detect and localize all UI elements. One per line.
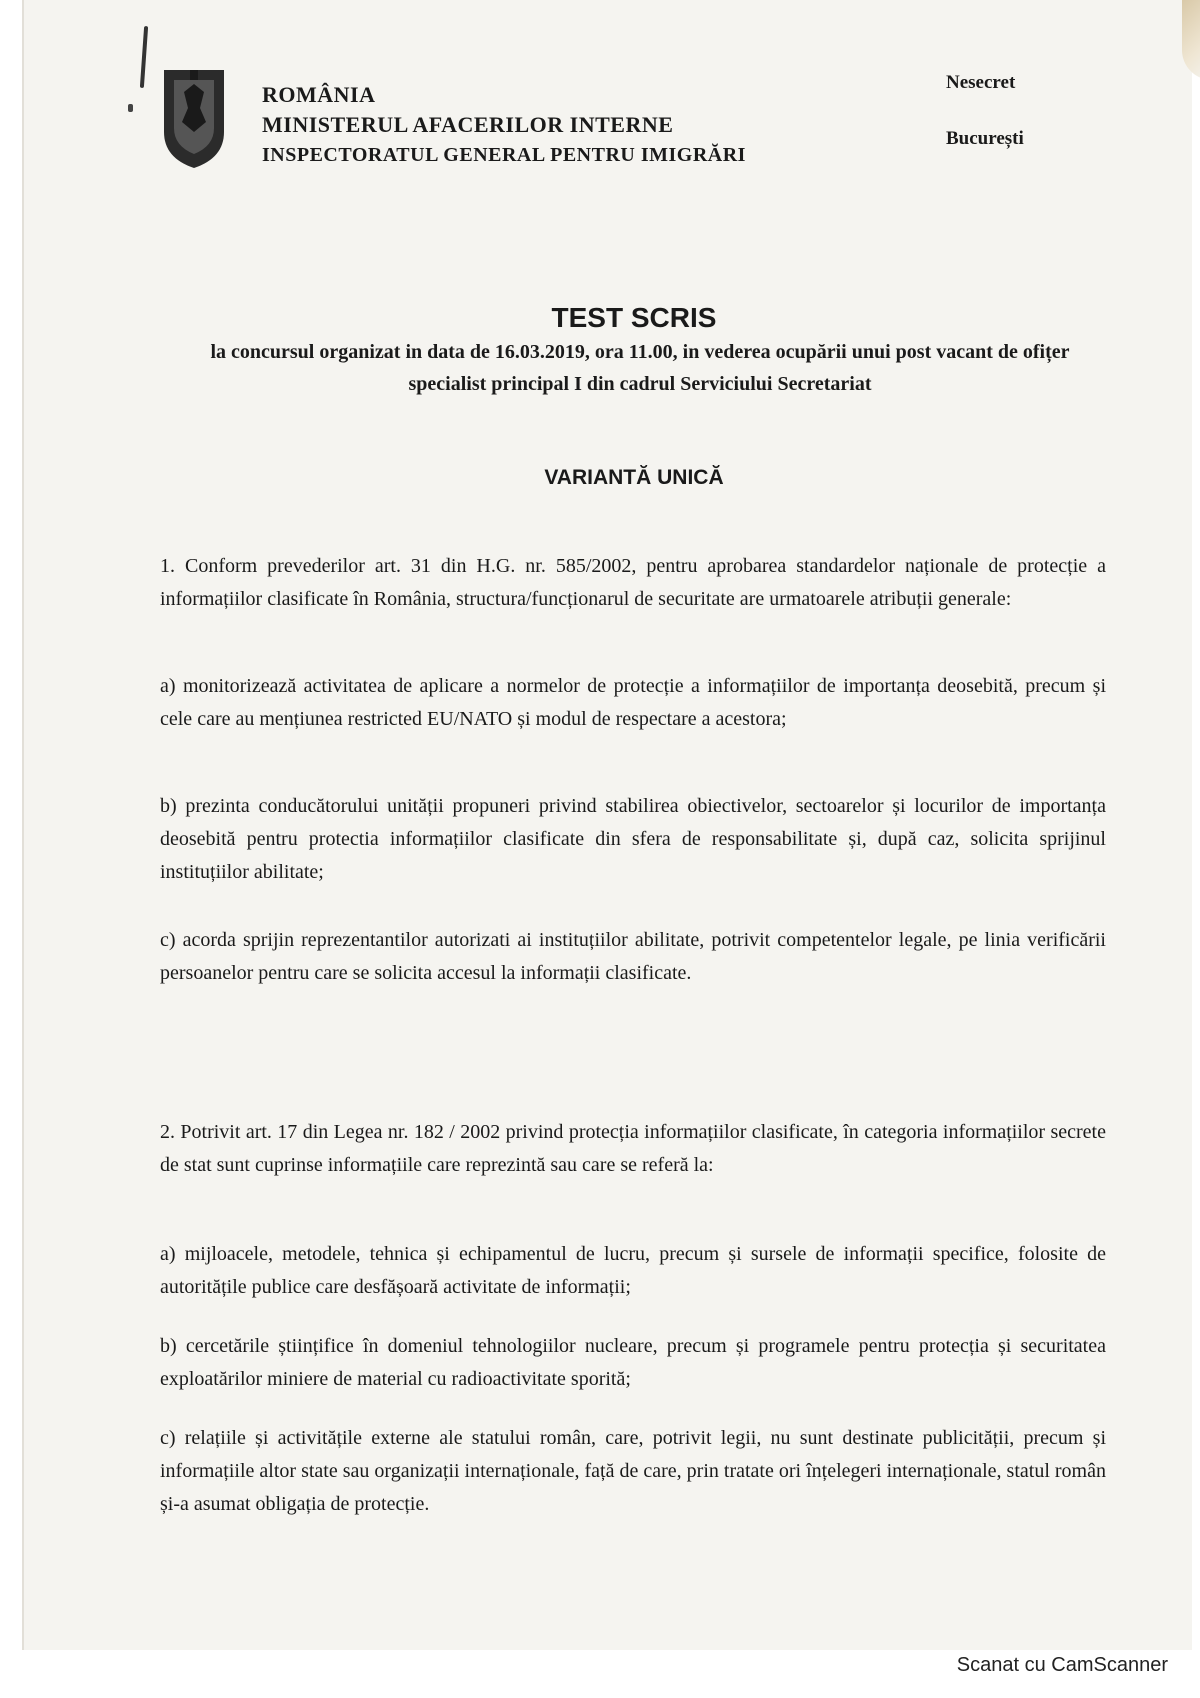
pen-mark bbox=[140, 26, 148, 88]
document-subtitle: la concursul organizat in data de 16.03.2019, ora 11.00, in vederea ocupării unui post vacant de ofițer specialist principal I din cadrul Serviciului Secretariat bbox=[210, 341, 1070, 395]
ink-dot bbox=[128, 104, 133, 112]
romanian-coat-of-arms-icon bbox=[160, 62, 228, 170]
variant-label: VARIANTĂ UNICĂ bbox=[544, 466, 724, 489]
classification-label: Nesecret bbox=[946, 72, 1016, 93]
question-1-option-c: c) acorda sprijin reprezentantilor autorizati ai instituțiilor abilitate, potrivit competentelor legale, pe linia verificării persoanelor pentru care se solicita accesul la informații clasificate. bbox=[160, 929, 1106, 984]
question-1-option-a: a) monitorizează activitatea de aplicare a normelor de protecție a informațiilor de importanța deosebită, precum și cele care au mențiunea restricted EU/NATO și modul de respectare a acestora; bbox=[160, 675, 1106, 730]
question-2-option-a: a) mijloacele, metodele, tehnica și echipamentul de lucru, precum și sursele de informații specifice, folosite de autoritățile publice care desfășoară activitate de informații; bbox=[160, 1243, 1106, 1298]
scanner-watermark: Scanat cu CamScanner bbox=[956, 1654, 1168, 1676]
question-1-option-b: b) prezinta conducătorului unității propuneri privind stabilirea obiectivelor, sectoarelor și locurilor de importanța deosebită pentru protectia informațiilor clasificate din sfera de responsabilitate și, după caz, solicita sprijinul instituțiilor abilitate; bbox=[160, 795, 1106, 883]
country-name: ROMÂNIA bbox=[262, 82, 376, 107]
question-2-option-b: b) cercetările științifice în domeniul tehnologiilor nucleare, precum și programele pentru protecția și securitatea exploatărilor miniere de material cu radioactivitate sporită; bbox=[160, 1335, 1106, 1390]
question-2-option-c: c) relațiile și activitățile externe ale statului român, care, potrivit legii, nu sunt destinate publicității, precum și informațiile altor state sau organizații internaționale, față de care, prin tratate ori înțelegeri internaționale, statul român și-a asumat obligația de protecție. bbox=[160, 1427, 1106, 1515]
institution-header bbox=[262, 80, 746, 170]
ministry-name: MINISTERUL AFACERILOR INTERNE bbox=[262, 112, 674, 137]
city-label: București bbox=[946, 128, 1024, 149]
question-2-prompt: 2. Potrivit art. 17 din Legea nr. 182 / 2002 privind protecția informațiilor clasificate, în categoria informațiilor secrete de stat sunt cuprinse informațiile care reprezintă sau care se referă la: bbox=[160, 1121, 1106, 1176]
inspectorate-name: INSPECTORATUL GENERAL PENTRU IMIGRĂRI bbox=[262, 144, 746, 166]
document-title: TEST SCRIS bbox=[551, 302, 717, 333]
paper-corner-stain bbox=[1182, 0, 1200, 80]
question-1-prompt: 1. Conform prevederilor art. 31 din H.G. nr. 585/2002, pentru aprobarea standardelor naționale de protecție a informațiilor clasificate în România, structura/funcționarul de securitate are urmatoarele atribuții generale: bbox=[160, 555, 1106, 610]
